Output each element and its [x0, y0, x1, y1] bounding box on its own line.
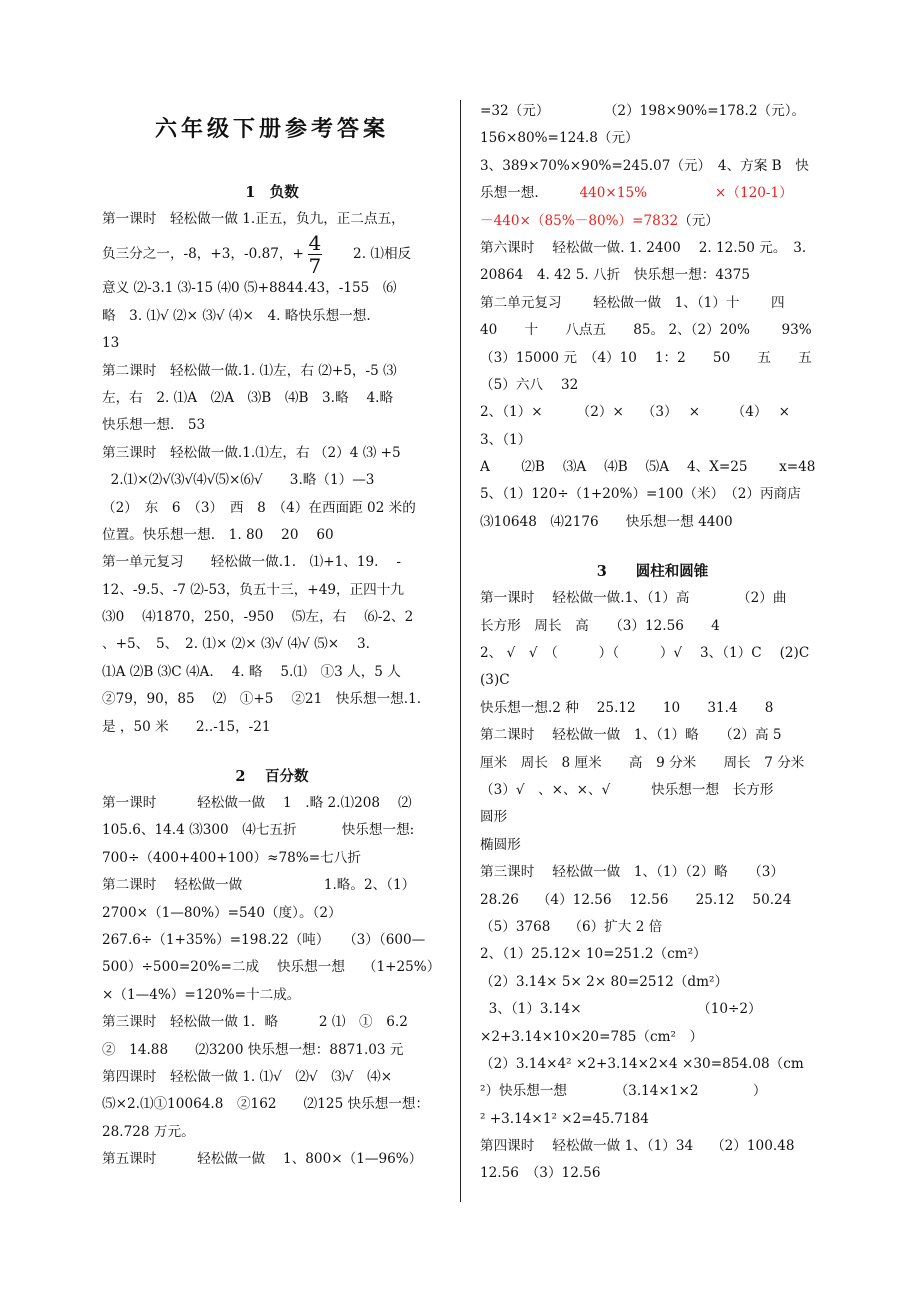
answer-line: （3）√ 、×、×、√ 快乐想一想 长方形	[480, 781, 774, 798]
answer-line: ×（1—4%）=120%=十二成。	[102, 986, 301, 1003]
section-heading-negative-numbers: 1 负数	[245, 184, 299, 201]
answer-line: 2700×（1—80%）=540（度）。（2）	[102, 904, 342, 921]
answer-line: （2）3.14× 5× 2× 80=2512（dm²）	[480, 973, 729, 990]
answer-line: 、+5、 5、 2. ⑴× ⑵× ⑶√ ⑷√ ⑸× 3.	[102, 636, 370, 653]
answer-line: ② 14.88 ⑵3200 快乐想一想：8871.03 元	[102, 1041, 404, 1058]
answer-line: 略 3. ⑴√ ⑵× ⑶√ ⑷× 4. 略快乐想一想.	[102, 307, 371, 324]
answer-line-with-fraction	[102, 233, 442, 275]
answer-line-with-red-text	[480, 180, 825, 207]
answer-line: 28.26 （4）12.56 12.56 25.12 50.24	[480, 891, 792, 908]
answer-line: （2） 东 6 （3） 西 8 （4）在西面距 02 米的	[102, 499, 416, 516]
answer-line: 700÷（400+400+100）≈78%=七八折	[102, 849, 361, 866]
answer-line: 圆形	[480, 809, 508, 826]
answer-text: 2. ⑴相反	[325, 246, 412, 263]
answer-line: 第三课时 轻松做一做 1、（1）（2）略 （3）	[480, 864, 784, 881]
answer-line: 第二单元复习 轻松做一做 1、（1）十 四	[480, 294, 785, 311]
answer-line: 意义 ⑵-3.1 ⑶-15 ⑷0 ⑸+8844.43，-155 ⑹	[102, 280, 397, 297]
answer-line: 第二课时 轻松做一做.1. ⑴左，右 ⑵+5，-5 ⑶	[102, 362, 397, 379]
answer-line: 2、（1）× （2）× （3） × （4） ×	[480, 404, 790, 421]
answer-line: =32（元） （2）198×90%=178.2（元）。	[480, 103, 806, 119]
answer-line: 第三课时 轻松做一做.1.⑴左，右 （2）4 ⑶ +5	[102, 444, 401, 461]
answer-line: 第一课时 轻松做一做 1.正五，负九，正二点五，	[102, 211, 405, 227]
answer-line: 2、 √ √ （ ）（ ）√ 3、（1）C (2)C	[480, 645, 810, 662]
answer-line: 2、（1）25.12× 10=251.2（cm²）	[480, 946, 707, 963]
answer-line: 2.⑴×⑵√⑶√⑷√⑸×⑹√ 3.略（1）—3	[102, 472, 375, 489]
answer-line-with-red-text	[480, 208, 825, 235]
answer-line: 500）÷500=20%=二成 快乐想一想 （1+25%）	[102, 959, 441, 976]
answer-line: 椭圆形	[480, 836, 521, 853]
answer-line: 3、（1）	[480, 431, 532, 448]
answer-line: 位置。快乐想一想. 1. 80 20 60	[102, 526, 334, 543]
answer-line: （5）3768 （6）扩大 2 倍	[480, 918, 663, 935]
section-heading-cylinders-and-cones: 3 圆柱和圆锥	[596, 563, 709, 581]
section-heading-percentages: 2 百分数	[235, 768, 309, 786]
answer-line: 快乐想一想. 53	[102, 417, 206, 434]
answer-line: 快乐想一想.2 种 25.12 10 31.4 8	[480, 699, 774, 716]
answer-line: ²）快乐想一想 （3.14×1×2 ）	[480, 1083, 767, 1100]
answer-line: (3)C	[480, 672, 510, 689]
answer-line: 厘米 周长 8 厘米 高 9 分米 周长 7 分米	[480, 754, 805, 771]
answer-line: 第六课时 轻松做一做. 1. 2400 2. 12.50 元。 3.	[480, 239, 807, 256]
answer-line: ⑸×2.⑴①10064.8 ②162 ⑵125 快乐想一想：	[102, 1096, 430, 1113]
page-title: 六年级下册参考答案	[154, 116, 389, 142]
answer-line: 第一课时 轻松做一做 1 .略 2.⑴208 ⑵	[102, 795, 412, 812]
answer-line: （2）3.14×4² ×2+3.14×2×4 ×30=854.08（cm	[480, 1055, 804, 1072]
answer-line: 第一单元复习 轻松做一做.1. ⑴+1、19. -	[102, 554, 401, 571]
left-column	[102, 98, 442, 1174]
answer-line: 5、（1）120÷（1+20%）=100（米） （2）丙商店	[480, 486, 801, 503]
answer-line: 20864 4. 42 5. 八折 快乐想一想：4375	[480, 267, 750, 284]
answer-line: 267.6÷（1+35%）=198.22（吨） （3）（600—	[102, 931, 426, 948]
right-column	[480, 98, 825, 1188]
answer-line: 第二课时 轻松做一做 1、（1）略 （2）高 5	[480, 727, 782, 744]
answer-line: 长方形 周长 高 （3）12.56 4	[480, 617, 720, 634]
answer-line: 第二课时 轻松做一做 1.略。2、（1）	[102, 877, 416, 894]
answer-line: 156×80%=124.8（元）	[480, 130, 639, 147]
answer-line: 第五课时 轻松做一做 1、800×（1—96%）	[102, 1151, 423, 1168]
answer-line: 12.56 （3）12.56	[480, 1165, 601, 1182]
answer-line: ⑶0 ⑷1870，250，-950 ⑸左，右 ⑹-2、2	[102, 609, 414, 626]
answer-line: 13	[102, 335, 120, 352]
answer-line: A ⑵B ⑶A ⑷B ⑸A 4、X=25 x=48	[480, 459, 816, 476]
column-divider	[460, 100, 461, 1202]
answer-line: 左，右 2. ⑴A ⑵A ⑶B ⑷B 3.略 4.略	[102, 389, 394, 406]
fraction-numerator: 4	[308, 233, 322, 256]
answer-line: 105.6、14.4 ⑶300 ⑷七五折 快乐想一想:	[102, 822, 415, 839]
fraction-four-sevenths	[308, 233, 322, 275]
answer-line: ² +3.14×1² ×2=45.7184	[480, 1110, 649, 1127]
answer-line: （3）15000 元 （4）10 1：2 50 五 五	[480, 349, 812, 366]
answer-line: 3、389×70%×90%=245.07（元） 4、方案 B 快	[480, 157, 809, 174]
answer-text: （元）	[678, 212, 719, 229]
answer-line: ⑶10648 ⑷2176 快乐想一想 4400	[480, 513, 733, 530]
answer-line: （5）六八 32	[480, 376, 579, 393]
answer-line: 12、-9.5、-7 ⑵-53，负五十三，+49，正四十九	[102, 581, 404, 598]
answer-line: 第三课时 轻松做一做 1．略 2 ⑴ ① 6.2	[102, 1014, 408, 1031]
answer-text: 负三分之一，-8，+3，-0.87，+	[102, 246, 304, 263]
answer-line: 40 十 八点五 85。 2、（2）20% 93%	[480, 322, 812, 339]
red-answer-text: 440×15% ×（120-1）	[579, 185, 793, 202]
answer-line: 28.728 万元。	[102, 1123, 195, 1140]
answer-line: ⑴A ⑵B ⑶C ⑷A. 4. 略 5.⑴ ①3 人，5 人	[102, 663, 401, 680]
answer-line: ×2+3.14×10×20=785（cm² ）	[480, 1028, 704, 1045]
fraction-denominator: 7	[308, 254, 322, 276]
answer-line: 3、（1）3.14× （10÷2）	[480, 1001, 762, 1018]
answer-line: 第一课时 轻松做一做.1、（1）高 （2）曲	[480, 590, 787, 607]
answer-text: 乐想一想.	[480, 185, 580, 202]
answer-line: 第四课时 轻松做一做 1、（1）34 （2）100.48	[480, 1138, 795, 1155]
answer-line: ②79，90，85 ⑵ ①+5 ②21 快乐想一想.1.	[102, 691, 422, 708]
red-answer-text: －440×（85%－80%）=7832	[480, 212, 679, 229]
answer-line: 第四课时 轻松做一做 1. ⑴√ ⑵√ ⑶√ ⑷×	[102, 1068, 393, 1085]
answer-line: 是 ，50 米 2..-15，-21	[102, 718, 271, 735]
